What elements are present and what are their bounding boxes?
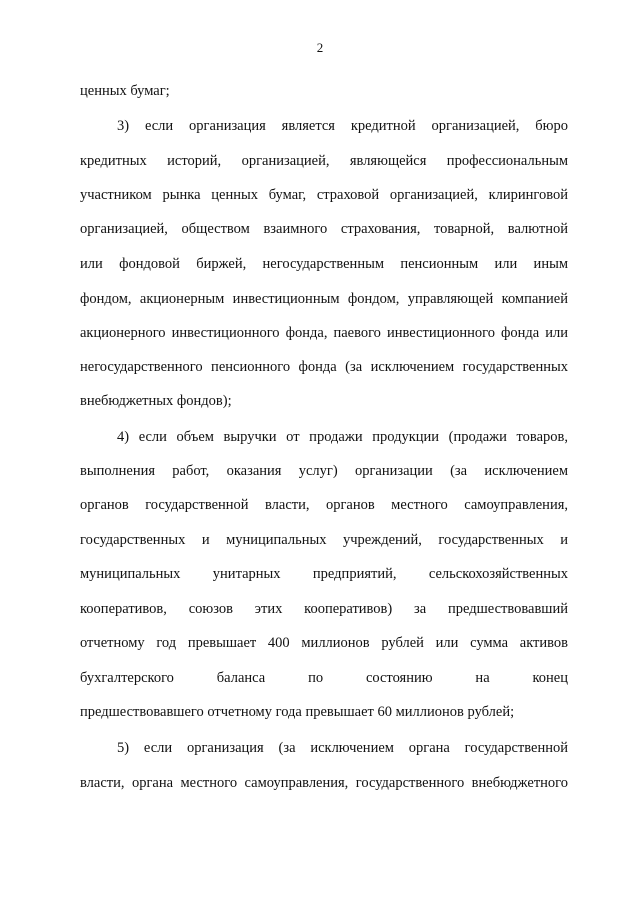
text-line: власти, органа местного самоуправления, государственного внебюджетного — [80, 775, 568, 791]
text-line: фондом, акционерным инвестиционным фондом, управляющей компанией — [80, 291, 568, 307]
text-line: ценных бумаг; — [80, 83, 170, 99]
text-line: отчетному год превышает 400 миллионов рублей или сумма активов — [80, 635, 568, 651]
text-line: выполнения работ, оказания услуг) организации (за исключением — [80, 463, 568, 479]
paragraph-4-start: 4) если объем выручки от продажи продукции (продажи товаров, — [117, 429, 568, 445]
text-line: негосударственного пенсионного фонда (за исключением государственных — [80, 359, 568, 375]
text-line: муниципальных унитарных предприятий, сельскохозяйственных — [80, 566, 568, 582]
text-line: или фондовой биржей, негосударственным пенсионным или иным — [80, 256, 568, 272]
text-line: кредитных историй, организацией, являющейся профессиональным — [80, 153, 568, 169]
text-line: акционерного инвестиционного фонда, паевого инвестиционного фонда или — [80, 325, 568, 341]
text-line: кооперативов, союзов этих кооперативов) за предшествовавший — [80, 601, 568, 617]
paragraph-3-start: 3) если организация является кредитной организацией, бюро — [117, 118, 568, 134]
text-line: предшествовавшего отчетному года превышает 60 миллионов рублей; — [80, 704, 515, 720]
text-line: организацией, обществом взаимного страхования, товарной, валютной — [80, 221, 568, 237]
text-line: органов государственной власти, органов местного самоуправления, — [80, 497, 568, 513]
text-line: внебюджетных фондов); — [80, 393, 232, 409]
paragraph-5-start: 5) если организация (за исключением органа государственной — [117, 740, 568, 756]
text-line: государственных и муниципальных учреждений, государственных и — [80, 532, 568, 548]
page-number: 2 — [316, 40, 324, 55]
text-line: бухгалтерского баланса по состоянию на конец — [80, 670, 568, 686]
text-line: участником рынка ценных бумаг, страховой организацией, клиринговой — [80, 187, 568, 203]
